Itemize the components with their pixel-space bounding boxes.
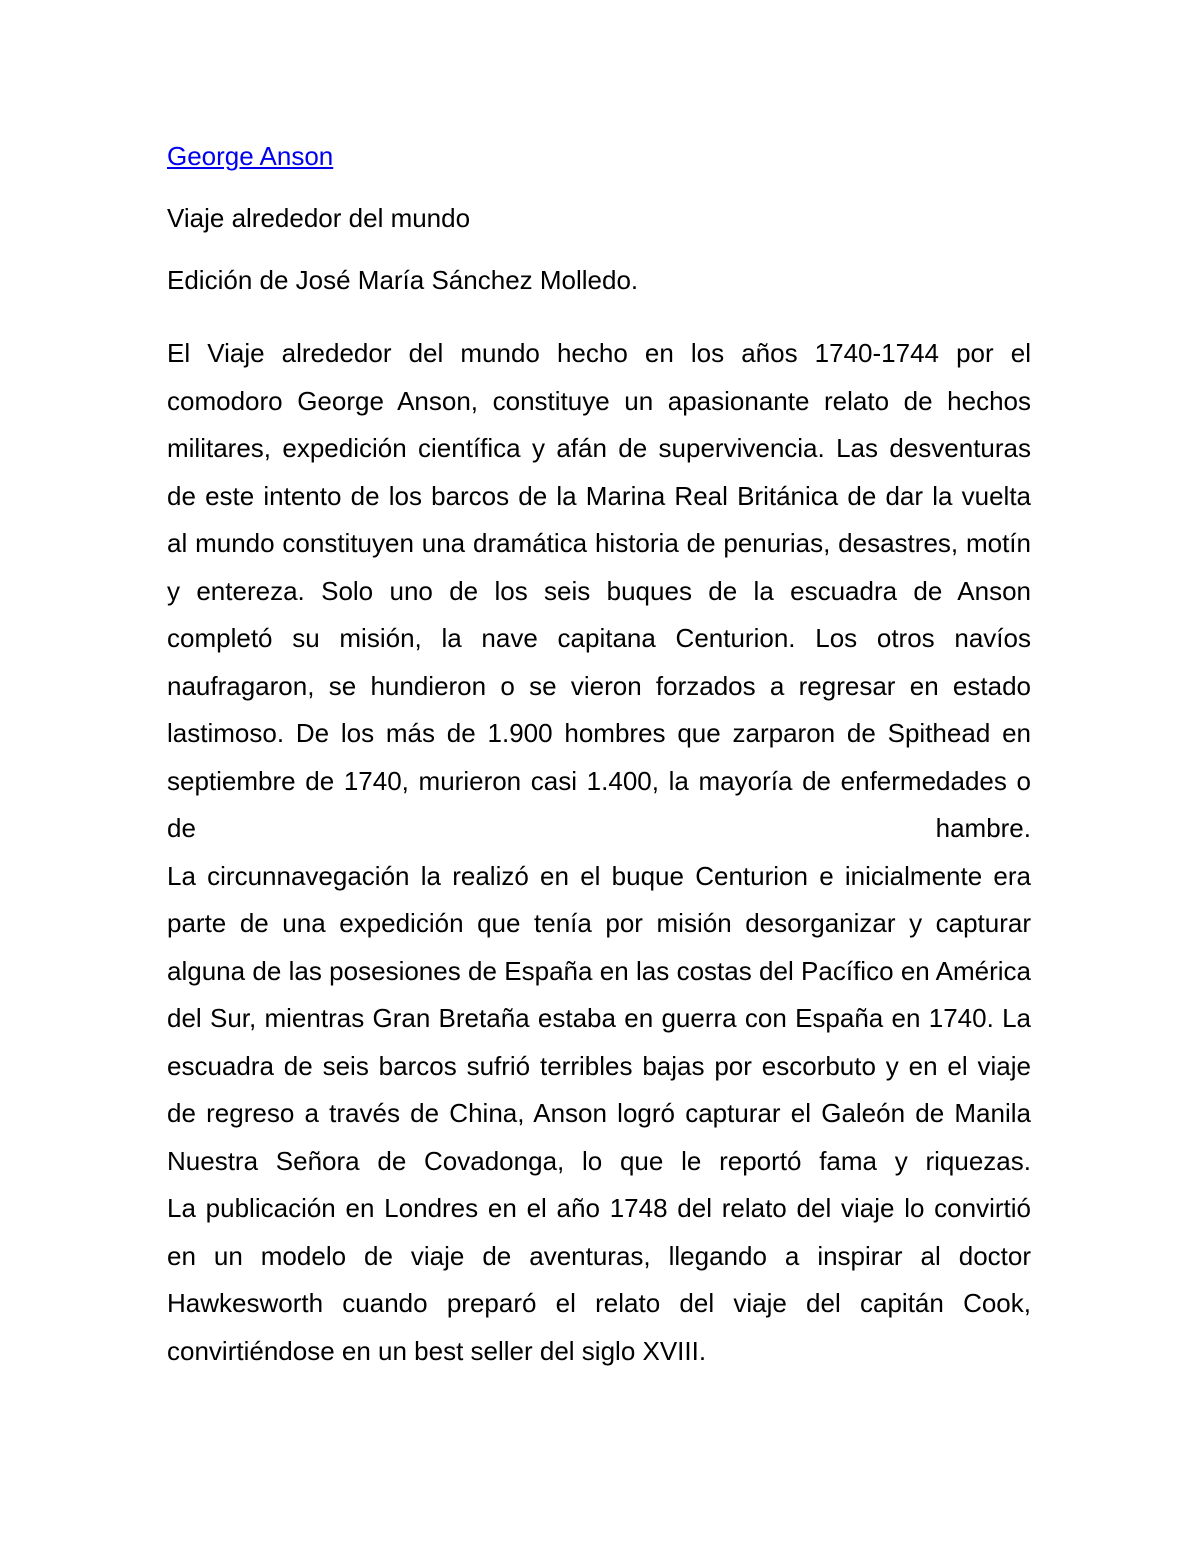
document-title: Viaje alrededor del mundo <box>167 203 471 233</box>
edition-line: Edición de José María Sánchez Molledo. <box>167 265 639 295</box>
author-link[interactable]: George Anson <box>167 141 334 171</box>
paragraph-2: La circunnavegación la realizó en el buque Centurion e inicialmente era parte de una expedición que tenía por misión desorganizar y capturar alguna de las posesiones de España en las costas del Pacífico en América del Sur, mientras Gran Bretaña estaba en guerra con España en 1740. La escuadra de seis barcos sufrió terribles bajas por escorbuto y en el viaje de regreso a través de China, Anson logró capturar el Galeón de Manila Nuestra Señora de Covadonga, lo que le reportó fama y riquezas. <box>167 860 1031 1176</box>
paragraph-1: El Viaje alrededor del mundo hecho en los años 1740-1744 por el comodoro George Anson, constituye un apasionante relato de hechos militares, expedición científica y afán de supervivencia. Las desventuras de este intento de los barcos de la Marina Real Británica de dar la vuelta al mundo constituyen una dramática historia de penurias, desastres, motín y entereza. Solo uno de los seis buques de la escuadra de Anson completó su misión, la nave capitana Centurion. Los otros navíos naufragaron, se hundieron o se vieron forzados a regresar en estado lastimoso. De los más de 1.900 hombres que zarparon de Spithead en septiembre de 1740, murieron casi 1.400, la mayoría de enfermedades o de hambre. <box>167 338 1031 843</box>
paragraph-3: La publicación en Londres en el año 1748 del relato del viaje lo convirtió en un modelo de viaje de aventuras, llegando a inspirar al doctor Hawkesworth cuando preparó el relato del viaje del capitán Cook, convirtiéndose en un best seller del siglo XVIII. <box>167 1193 1031 1366</box>
body-text <box>167 324 1031 1375</box>
document-page <box>167 138 1031 1375</box>
